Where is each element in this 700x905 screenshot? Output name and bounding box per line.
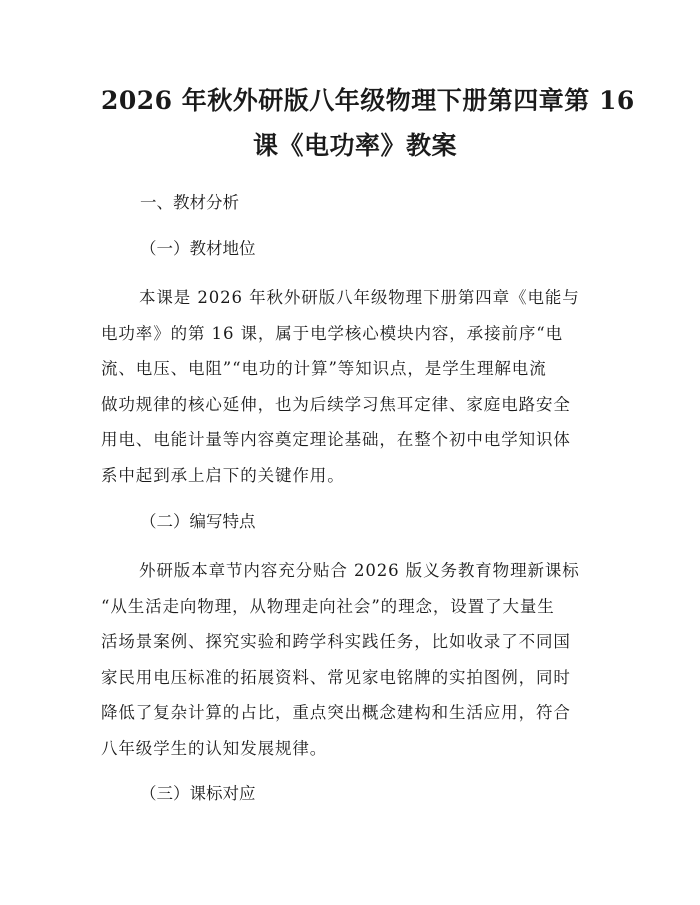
paragraph-line: 八年级学生的认知发展规律。: [101, 738, 328, 758]
paragraph-line: 活场景案例、探究实验和跨学科实践任务，比如收录了不同国: [101, 632, 571, 651]
paragraph-line: 用电、电能计量等内容奠定理论基础，在整个初中电学知识体: [101, 430, 571, 449]
subsection-heading-material-position: （一）教材地位: [140, 239, 256, 258]
subsection-heading-curriculum-standards: （三）课标对应: [140, 784, 256, 803]
paragraph-line: 本课是 2026 年秋外研版八年级物理下册第四章《电能与: [139, 288, 580, 307]
paragraph-writing-features: [101, 563, 606, 776]
section-heading-teaching-material-analysis: 一、教材分析: [140, 193, 239, 212]
paragraph-line: 流、电压、电阻”“电功的计算”等知识点，是学生理解电流: [101, 359, 547, 378]
paragraph-line: 外研版本章节内容充分贴合 2026 版义务教育物理新课标: [139, 561, 580, 580]
paragraph-line: “从生活走向物理，从物理走向社会”的理念，设置了大量生: [101, 596, 555, 616]
paragraph-material-position: [101, 290, 606, 503]
paragraph-line: 电功率》的第 16 课，属于电学核心模块内容，承接前序“电: [101, 323, 564, 343]
subsection-heading-writing-features: （二）编写特点: [140, 512, 256, 531]
paragraph-line: 家民用电压标准的拓展资料、常见家电铭牌的实拍图例，同时: [101, 667, 571, 687]
paragraph-line: 系中起到承上启下的关键作用。: [101, 465, 345, 485]
paragraph-line: 做功规律的核心延伸，也为后续学习焦耳定律、家庭电路安全: [101, 394, 571, 414]
paragraph-line: 降低了复杂计算的占比，重点突出概念建构和生活应用，符合: [101, 703, 571, 722]
document-title-line-1: 2026 年秋外研版八年级物理下册第四章第 16: [101, 86, 635, 115]
document-title-line-2: 课《电功率》教案: [253, 131, 458, 160]
